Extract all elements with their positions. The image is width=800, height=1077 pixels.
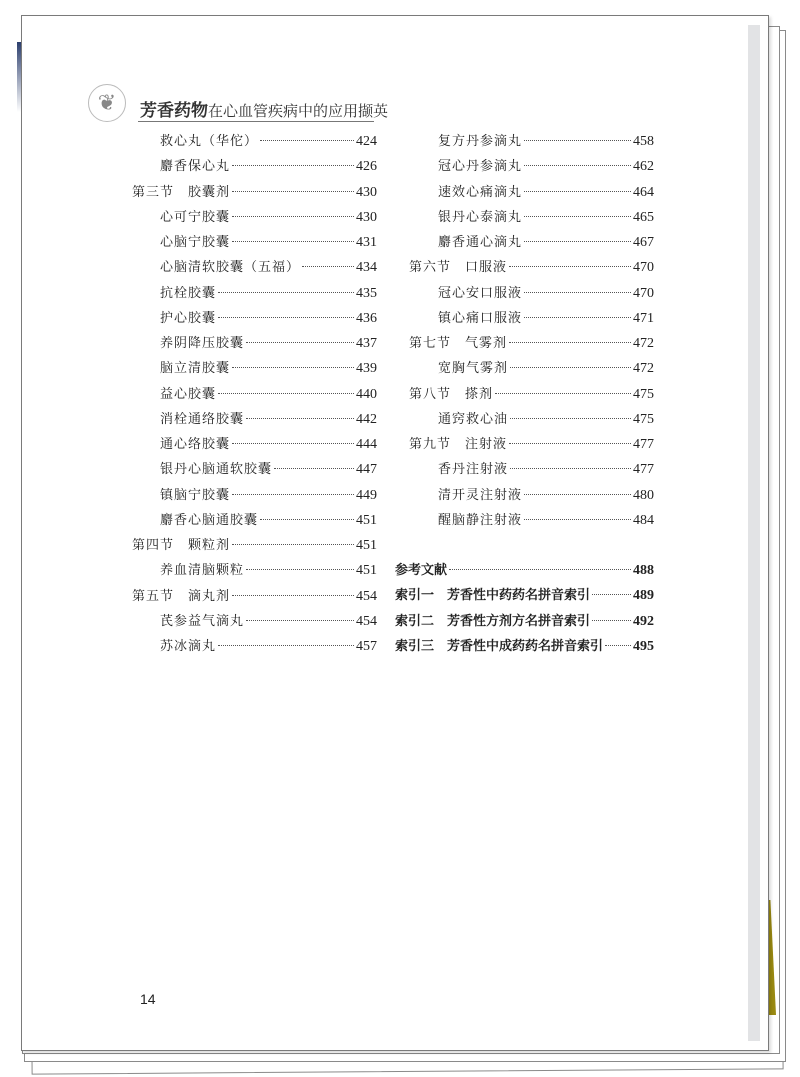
toc-entry-title: 芪参益气滴丸 [160, 613, 245, 629]
toc-entry-title: 复方丹参滴丸 [438, 134, 523, 149]
toc-entry-title: 速效心痛滴丸 [438, 184, 523, 200]
toc-entry-title: 第四节 颗粒剂 [132, 538, 231, 553]
dot-leader [232, 367, 354, 368]
dot-leader [218, 317, 354, 318]
toc-entry-page: 451 [356, 512, 377, 528]
toc-entry[interactable] [395, 613, 654, 631]
dot-leader [260, 140, 354, 141]
toc-entry-title: 护心胶囊 [160, 310, 217, 326]
toc-entry-page: 440 [356, 386, 377, 402]
toc-entry-title: 索引二 芳香性方剂方名拼音索引 [395, 613, 591, 629]
dot-leader [246, 569, 354, 570]
toc-entry-title: 心脑宁胶囊 [160, 235, 231, 250]
toc-entry-title: 镇脑宁胶囊 [160, 487, 231, 503]
dot-leader [510, 468, 631, 469]
header-rule [138, 121, 374, 122]
toc-entry-page: 480 [633, 487, 654, 503]
dot-leader [232, 191, 354, 192]
toc-entry-title: 第七节 气雾剂 [409, 336, 508, 351]
toc-entry-title: 第三节 胶囊剂 [132, 184, 231, 200]
dot-leader [524, 140, 631, 141]
toc-entry-title: 抗栓胶囊 [160, 285, 217, 301]
toc-entry[interactable] [395, 587, 654, 605]
toc-entry[interactable] [395, 638, 654, 656]
toc-entry-title: 养血清脑颗粒 [160, 563, 245, 579]
toc-entry[interactable] [132, 184, 377, 202]
toc-entry[interactable] [160, 234, 377, 252]
dot-leader [524, 292, 631, 293]
toc-entry-title: 清开灵注射液 [438, 487, 523, 503]
toc-entry-page: 467 [633, 235, 654, 250]
toc-entry[interactable] [160, 562, 377, 580]
toc-entry-page: 447 [356, 462, 377, 478]
toc-entry[interactable] [160, 613, 377, 631]
toc-entry[interactable] [438, 133, 654, 151]
toc-entry-page: 424 [356, 134, 377, 149]
dot-leader [524, 191, 631, 192]
toc-entry-page: 464 [633, 184, 654, 200]
toc-entry-page: 457 [356, 639, 377, 654]
toc-entry-title: 宽胸气雾剂 [438, 361, 509, 377]
toc-entry[interactable] [160, 310, 377, 328]
toc-entry[interactable] [160, 487, 377, 505]
toc-entry-title: 益心胶囊 [160, 386, 217, 402]
dot-leader [524, 241, 631, 242]
toc-entry-page: 431 [356, 235, 377, 250]
running-header [82, 74, 389, 124]
dot-leader [218, 645, 354, 646]
dot-leader [524, 519, 631, 520]
toc-entry[interactable] [438, 184, 654, 202]
toc-entry[interactable] [160, 638, 377, 656]
toc-entry-page: 451 [356, 563, 377, 579]
toc-entry[interactable] [438, 285, 654, 303]
toc-entry-page: 465 [633, 209, 654, 225]
dot-leader [510, 418, 631, 419]
herb-logo-icon: ❦ [88, 84, 126, 122]
toc-entry-title: 消栓通络胶囊 [160, 411, 245, 427]
toc-entry-title: 麝香通心滴丸 [438, 235, 523, 250]
toc-entry-page: 475 [633, 386, 654, 402]
toc-entry-page: 477 [633, 437, 654, 452]
toc-entry[interactable] [160, 461, 377, 479]
toc-entry-page: 458 [633, 134, 654, 149]
toc-entry[interactable] [438, 310, 654, 328]
toc-entry-page: 492 [633, 613, 654, 629]
toc-entry-title: 索引三 芳香性中成药药名拼音索引 [395, 638, 604, 654]
toc-entry-page: 470 [633, 285, 654, 301]
toc-entry-page: 472 [633, 361, 654, 377]
toc-entry-page: 444 [356, 437, 377, 452]
toc-entry[interactable] [160, 360, 377, 378]
toc-entry[interactable] [438, 461, 654, 479]
toc-entry[interactable] [438, 512, 654, 530]
toc-entry[interactable] [438, 411, 654, 429]
toc-entry-title: 通心络胶囊 [160, 437, 231, 452]
dot-leader [605, 645, 631, 646]
toc-entry-page: 470 [633, 260, 654, 276]
toc-entry[interactable] [160, 386, 377, 404]
toc-entry-page: 475 [633, 411, 654, 427]
toc-entry-page: 435 [356, 285, 377, 301]
dot-leader [218, 292, 354, 293]
toc-entry-page: 489 [633, 588, 654, 604]
dot-leader [246, 342, 354, 343]
toc-entry-page: 430 [356, 209, 377, 225]
dot-leader [246, 620, 354, 621]
dot-leader [509, 443, 631, 444]
toc-entry-page: 484 [633, 512, 654, 528]
dot-leader [232, 494, 354, 495]
dot-leader [524, 165, 631, 166]
dot-leader [302, 266, 354, 267]
toc-entry-page: 430 [356, 184, 377, 200]
dot-leader [524, 494, 631, 495]
dot-leader [218, 393, 354, 394]
toc-entry[interactable] [160, 335, 377, 353]
toc-entry[interactable] [160, 285, 377, 303]
toc-entry-title: 救心丸（华佗） [160, 134, 259, 149]
toc-entry[interactable] [438, 209, 654, 227]
toc-entry-title: 第八节 搽剂 [409, 386, 494, 402]
toc-entry-title: 通窍救心油 [438, 411, 509, 427]
toc-entry-page: 495 [633, 638, 654, 654]
toc-entry-page: 454 [356, 613, 377, 629]
toc-entry-title: 香丹注射液 [438, 462, 509, 478]
dot-leader [232, 595, 354, 596]
toc-entry-title: 脑立清胶囊 [160, 361, 231, 377]
dot-leader [232, 544, 354, 545]
toc-entry[interactable] [132, 537, 377, 555]
toc-entry[interactable] [395, 562, 654, 580]
toc-entry[interactable] [409, 386, 654, 404]
dot-leader [449, 569, 631, 570]
toc-entry-title: 银丹心泰滴丸 [438, 209, 523, 225]
dot-leader [232, 443, 354, 444]
toc-entry-title: 麝香保心丸 [160, 159, 231, 175]
toc-entry-title: 苏冰滴丸 [160, 639, 217, 654]
toc-entry-page: 477 [633, 462, 654, 478]
toc-entry-title: 第六节 口服液 [409, 260, 508, 276]
toc-entry-title: 索引一 芳香性中药药名拼音索引 [395, 588, 591, 604]
toc-entry-page: 436 [356, 310, 377, 326]
toc-entry[interactable] [438, 487, 654, 505]
toc-entry[interactable] [409, 259, 654, 277]
toc-entry-title: 冠心丹参滴丸 [438, 159, 523, 175]
toc-entry[interactable] [438, 158, 654, 176]
toc-entry-page: 454 [356, 588, 377, 604]
toc-entry-page: 434 [356, 260, 377, 276]
toc-entry-title: 心脑清软胶囊（五福） [160, 260, 301, 276]
toc-entry[interactable] [160, 133, 377, 151]
dot-leader [232, 216, 354, 217]
toc-entry-page: 426 [356, 159, 377, 175]
toc-entry-page: 449 [356, 487, 377, 503]
toc-entry-title: 第九节 注射液 [409, 437, 508, 452]
toc-entry-page: 437 [356, 336, 377, 351]
dot-leader [232, 241, 354, 242]
toc-entry[interactable] [438, 360, 654, 378]
book-page [21, 15, 769, 1051]
dot-leader [274, 468, 354, 469]
toc-entry[interactable] [409, 335, 654, 353]
toc-entry[interactable] [160, 259, 377, 277]
book-title: 芳香药物在心血管疾病中的应用撷英 [140, 101, 389, 121]
toc-entry-page: 451 [356, 538, 377, 553]
page-number: 14 [140, 991, 156, 1007]
toc-entry-title: 参考文献 [395, 563, 448, 578]
toc-entry-page: 488 [633, 563, 654, 578]
dot-leader [495, 393, 631, 394]
dot-leader [524, 317, 631, 318]
toc-entry-title: 银丹心脑通软胶囊 [160, 462, 273, 478]
toc-entry-title: 心可宁胶囊 [160, 209, 231, 225]
margin-bar [748, 25, 760, 1041]
toc-entry-page: 442 [356, 411, 377, 427]
dot-leader [509, 342, 631, 343]
toc-entry-title: 冠心安口服液 [438, 285, 523, 301]
toc-entry-title: 第五节 滴丸剂 [132, 588, 231, 604]
toc-entry[interactable] [160, 158, 377, 176]
dot-leader [510, 367, 631, 368]
toc-entry-title: 麝香心脑通胶囊 [160, 512, 259, 528]
toc-entry[interactable] [160, 436, 377, 454]
toc-entry[interactable] [438, 234, 654, 252]
toc-entry[interactable] [160, 209, 377, 227]
toc-entry-page: 471 [633, 310, 654, 326]
toc-entry-page: 439 [356, 361, 377, 377]
dot-leader [509, 266, 631, 267]
dot-leader [592, 620, 631, 621]
toc-entry-page: 462 [633, 159, 654, 175]
dot-leader [260, 519, 354, 520]
toc-entry[interactable] [132, 588, 377, 606]
dot-leader [232, 165, 354, 166]
toc-entry-title: 养阴降压胶囊 [160, 336, 245, 351]
toc-entry-page: 472 [633, 336, 654, 351]
toc-entry-title: 醒脑静注射液 [438, 512, 523, 528]
toc-entry-title: 镇心痛口服液 [438, 310, 523, 326]
toc-entry[interactable] [160, 411, 377, 429]
dot-leader [524, 216, 631, 217]
dot-leader [592, 594, 631, 595]
dot-leader [246, 418, 354, 419]
toc-entry[interactable] [409, 436, 654, 454]
toc-entry[interactable] [160, 512, 377, 530]
